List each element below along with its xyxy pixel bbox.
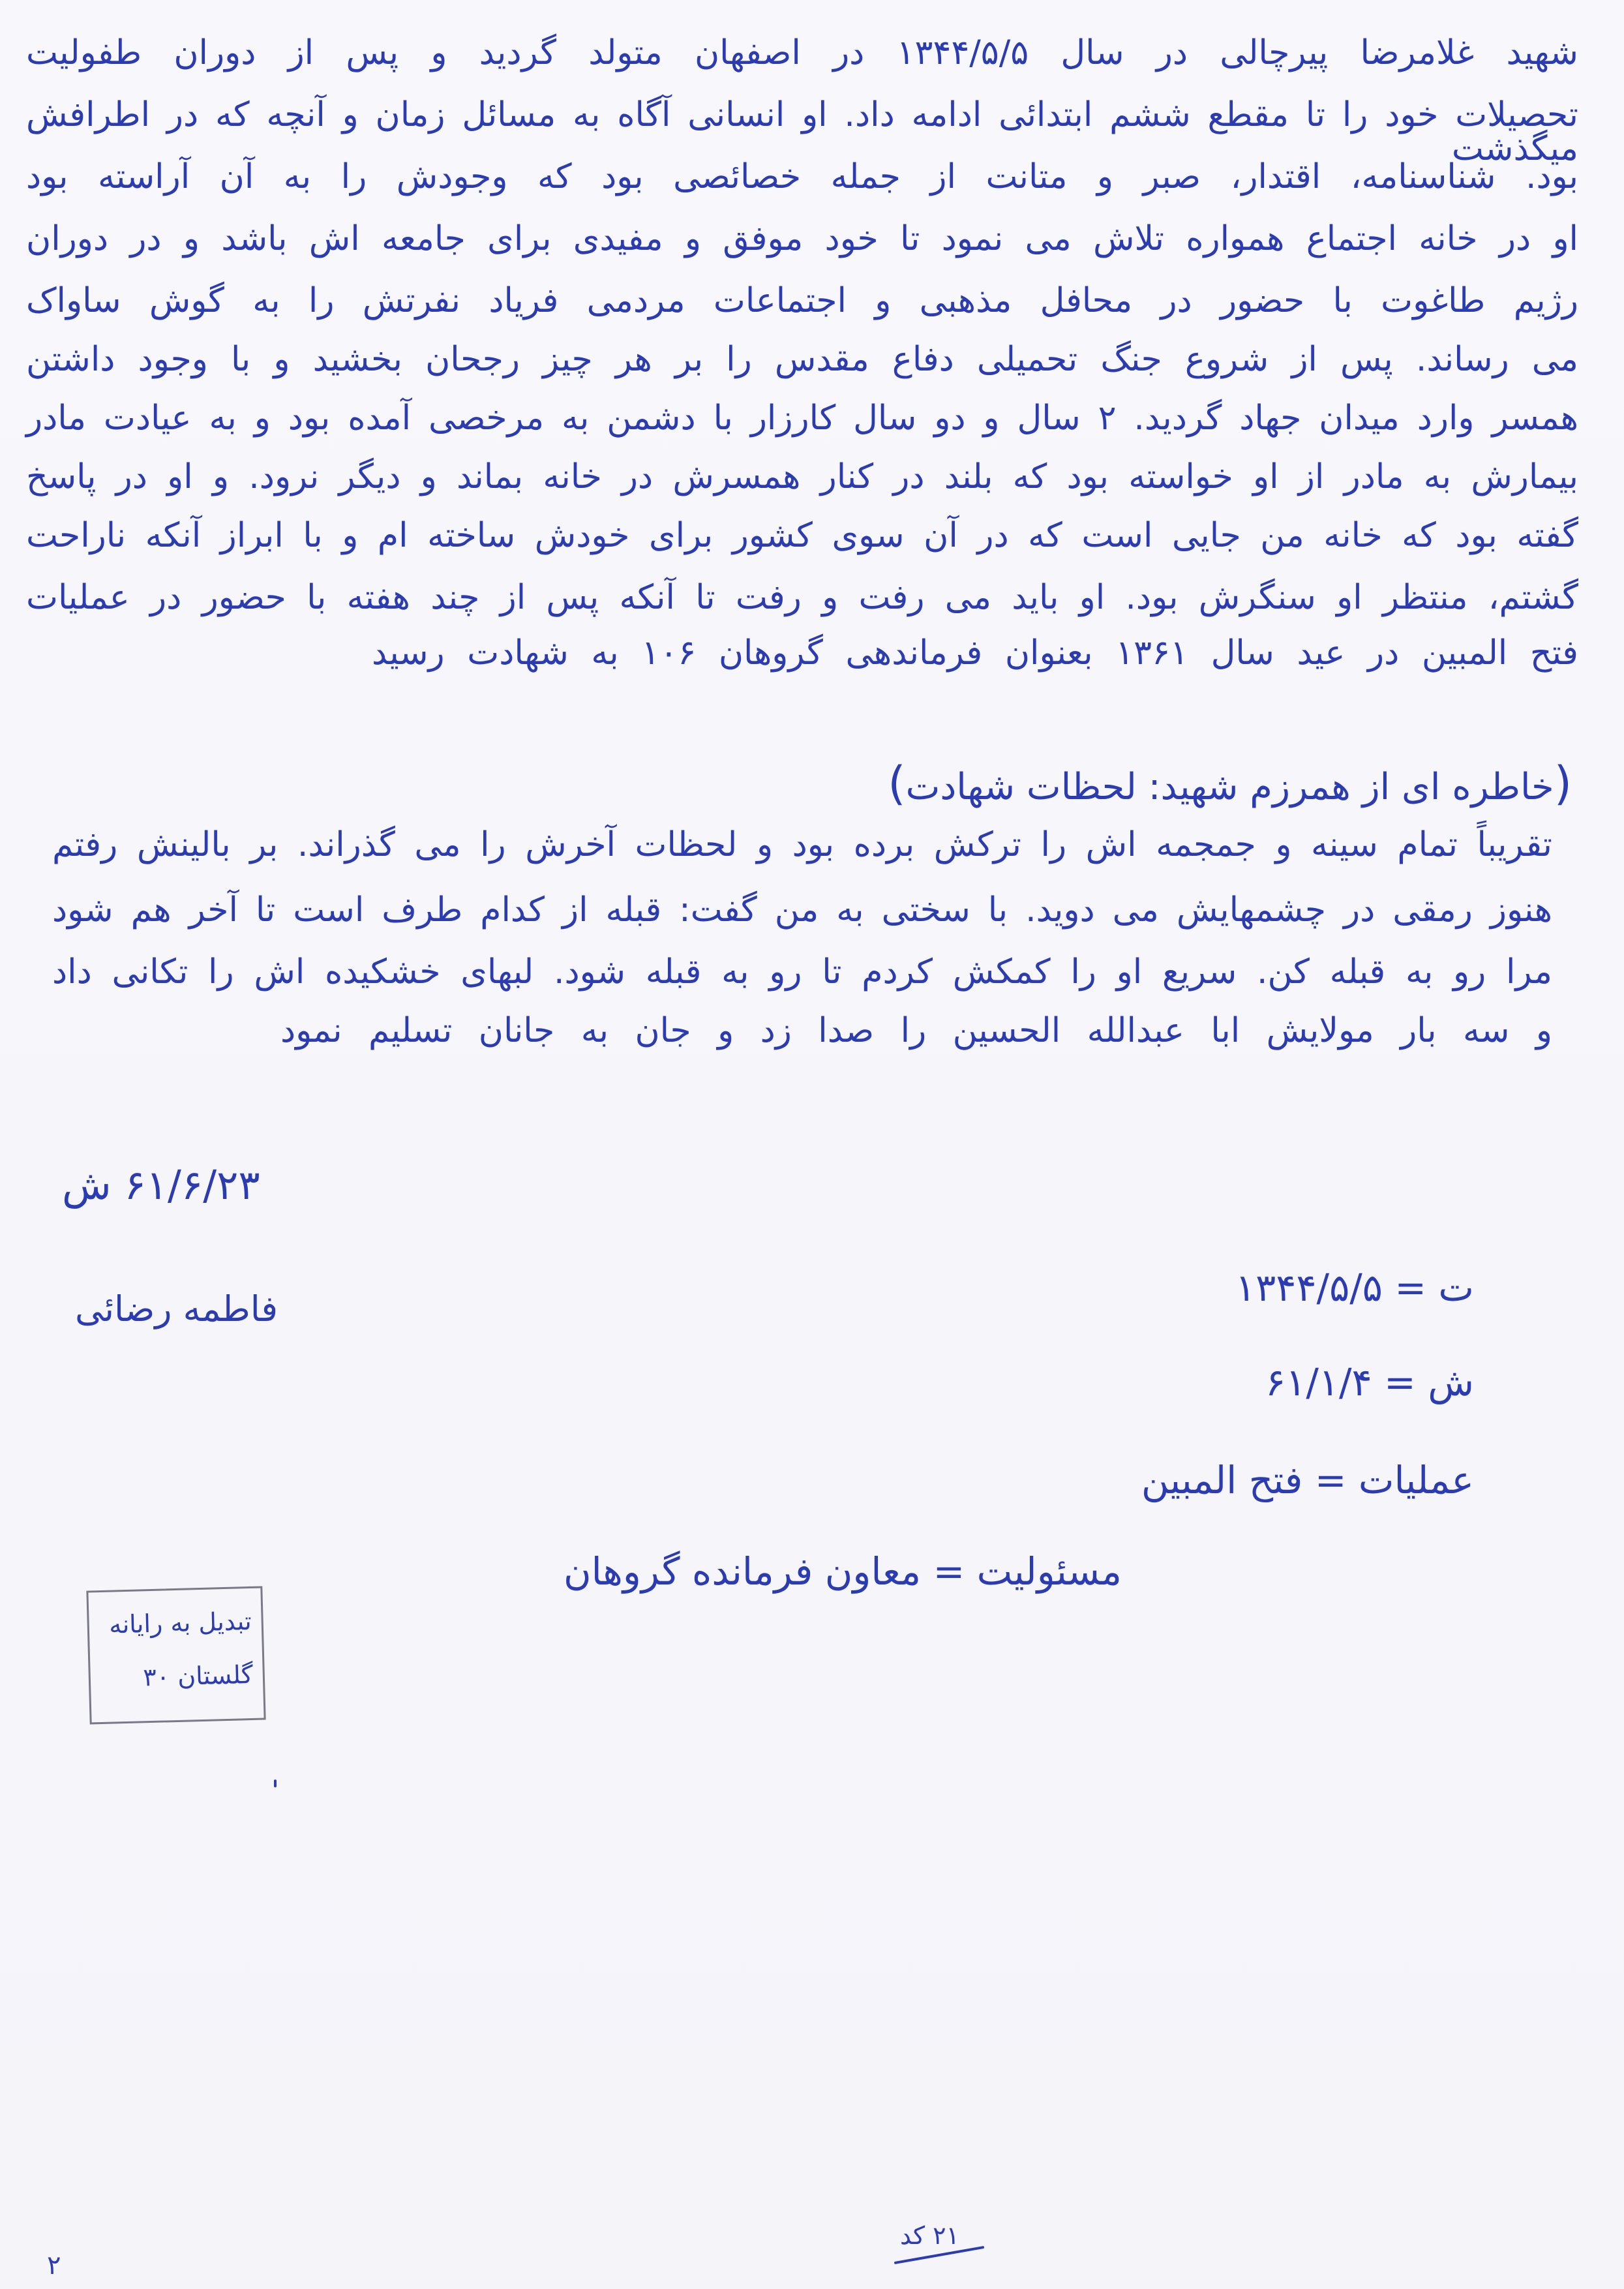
biography-line: بیمارش به مادر از او خواسته بود که بلند در کنار همسرش در خانه بماند و دیگر نرود. و او در پاسخ bbox=[26, 457, 1578, 496]
paren-close: ) bbox=[888, 757, 906, 810]
biography-line: گفته بود که خانه من جایی است که در آن سوی کشور برای خودش ساخته ام و با ابراز آنکه ناراحت bbox=[26, 516, 1578, 555]
author-name: فاطمه رضائی bbox=[75, 1288, 278, 1329]
page-number: ۲۱ کد bbox=[900, 2221, 959, 2250]
biography-line: فتح المبین در عید سال ۱۳۶۱ بعنوان فرماندهی گروهان ۱۰۶ به شهادت رسید bbox=[372, 633, 1578, 673]
memory-line: و سه بار مولایش ابا عبدالله الحسین را صدا زد و جان به جانان تسلیم نمود bbox=[280, 1011, 1552, 1050]
biography-line: می رساند. پس از شروع جنگ تحمیلی دفاع مقدس را بر هر چیز رجحان بخشید و با وجود داشتن bbox=[26, 340, 1578, 379]
memory-line: مرا رو به قبله کن. سریع او را کمکش کردم تا رو به قبله شود. لبهای خشکیده اش را تکانی داد bbox=[52, 952, 1552, 992]
memory-title bbox=[888, 757, 1572, 810]
biography-line: او در خانه اجتماع همواره تلاش می نمود تا خود موفق و مفیدی برای جامعه اش باشد و در دوران bbox=[26, 219, 1578, 258]
archive-stamp bbox=[86, 1586, 265, 1725]
paren-open: ( bbox=[1554, 757, 1572, 810]
signature-date: ۶۱/۶/۲۳ ش bbox=[62, 1161, 260, 1209]
biography-line: شهید غلامرضا پیرچالی در سال ۱۳۴۴/۵/۵ در اصفهان متولد گردید و پس از دوران طفولیت bbox=[26, 33, 1578, 72]
biography-line: رژیم طاغوت با حضور در محافل مذهبی و اجتماعات مردمی فریاد نفرتش را به گوش ساواک bbox=[26, 281, 1578, 320]
corner-mark: ۲ bbox=[47, 2251, 61, 2281]
info-birth-date: ت = ۱۳۴۴/۵/۵ bbox=[1235, 1266, 1474, 1310]
info-operation: عملیات = فتح المبین bbox=[1141, 1458, 1474, 1502]
stamp-line-2: گلستان ۳۰ bbox=[142, 1660, 254, 1692]
biography-line: بود. شناسنامه، اقتدار، صبر و متانت از جمله خصائصی بود که وجودش را به آن آراسته بود bbox=[26, 157, 1578, 196]
info-role: مسئولیت = معاون فرمانده گروهان bbox=[564, 1549, 1122, 1594]
stamp-line-1: تبدیل به رایانه bbox=[108, 1606, 252, 1639]
biography-line: گشتم، منتظر او سنگرش بود. او باید می رفت و رفت تا آنکه پس از چند هفته با حضور در عملیات bbox=[26, 578, 1578, 617]
memory-title-text: خاطره ای از همرزم شهید: لحظات شهادت bbox=[905, 766, 1554, 808]
biography-line: تحصیلات خود را تا مقطع ششم ابتدائی ادامه داد. او انسانی آگاه به مسائل زمان و آنچه که در اطرافش میگذشت bbox=[26, 95, 1578, 168]
memory-line: تقریباً تمام سینه و جمجمه اش را ترکش برده بود و لحظات آخرش را می گذراند. بر بالینش رفتم bbox=[52, 825, 1552, 864]
memory-line: هنوز رمقی در چشمهایش می دوید. با سختی به من گفت: قبله از کدام طرف است تا آخر هم شود bbox=[52, 890, 1552, 930]
biography-line: همسر وارد میدان جهاد گردید. ۲ سال و دو سال کارزار با دشمن به مرخصی آمده بود و به عیادت مادر bbox=[26, 399, 1579, 438]
info-martyrdom-date: ش = ۶۱/۱/۴ bbox=[1265, 1360, 1474, 1404]
ink-dot bbox=[274, 1780, 277, 1787]
